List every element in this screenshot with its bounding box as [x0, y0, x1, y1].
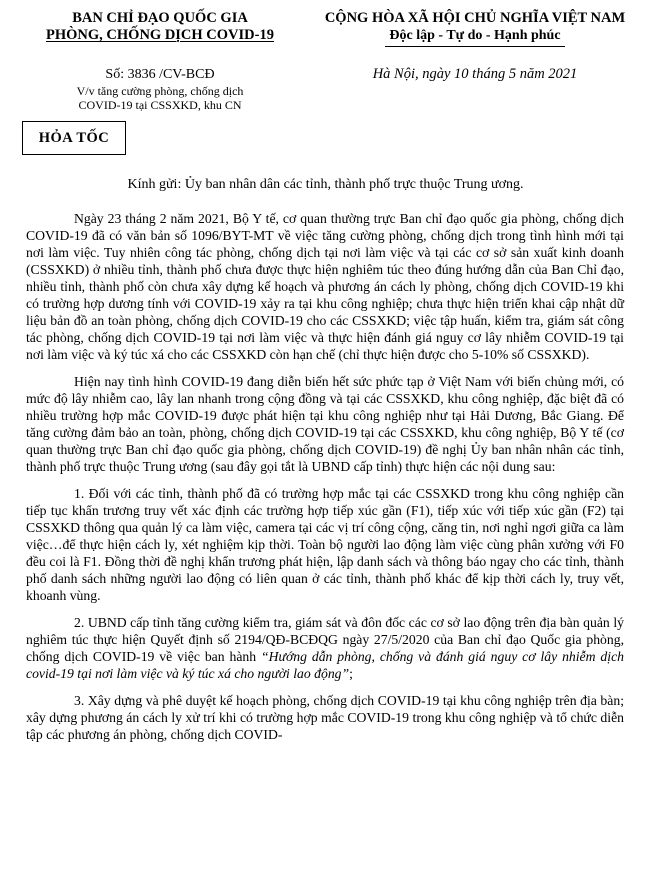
agency-name-line2: PHÒNG, CHỐNG DỊCH COVID-19 — [46, 27, 274, 43]
item-2-guideline-title: “Hướng dẫn phòng, chống và đánh giá nguy cơ lây nhiễm dịch covid-19 tại nơi làm việc và ký túc xá cho người lao động” — [26, 649, 624, 681]
letter-body — [26, 210, 624, 753]
agency-name-line1: BAN CHỈ ĐẠO QUỐC GIA — [72, 10, 248, 26]
item-1: 1. Đối với các tỉnh, thành phố đã có trường hợp mắc tại các CSSXKD trong khu công nghiệp cần tiếp tục khẩn trương truy vết xác định các trường hợp tiếp xúc gần (F1), tiếp xúc với tiếp xúc gần (F2) tại CSSXKD thông qua quản lý ca làm việc, camera tại các vị trí công cộng, căng tin, nơi nghỉ ngơi giữa ca làm việc…để thực hiện cách ly, xét nghiệm kịp thời. Toàn bộ người lao động làm việc cùng phân xưởng với F0 đều coi là F1. Đồng thời đề nghị khẩn trương phát hiện, lập danh sách và thông báo ngay cho các tỉnh, thành phố danh sách những người lao động có liên quan ở các tỉnh, thành phố khác để kịp thời cách ly, truy vết, khoanh vùng. — [26, 486, 624, 603]
subject-line1: V/v tăng cường phòng, chống dịch — [76, 84, 244, 98]
item-3: 3. Xây dựng và phê duyệt kế hoạch phòng, chống dịch COVID-19 tại khu công nghiệp trên địa bàn; xây dựng phương án cách ly xử trí khi có trường hợp mắc COVID-19 trong khu công nghiệp và tổ chức diễn tập các phương án phòng, chống dịch COVID- — [26, 693, 624, 742]
paragraph-1: Ngày 23 tháng 2 năm 2021, Bộ Y tế, cơ quan thường trực Ban chỉ đạo quốc gia phòng, chống dịch COVID-19 đã có văn bản số 1096/BYT-MT về việc tăng cường phòng, chống dịch trong tình hình mới tại nơi làm việc. Tuy nhiên công tác phòng, chống dịch tại nơi làm việc và tại các cơ sở sản xuất kinh doanh (CSSXKD) ở nhiều tỉnh, thành phố chưa được thực hiện nghiêm túc theo đúng hướng dẫn của Ban Chỉ đạo, nhiều tỉnh, thành phố còn chưa xây dựng kế hoạch và phương án cách ly phòng, chống dịch COVID-19 khi có trường hợp dương tính với COVID-19 xảy ra tại khu công nghiệp; chưa thực hiện triển khai cập nhật dữ liệu bản đồ an toàn phòng, chống dịch COVID-19 cho các CSSXKD; việc tập huấn, kiểm tra, giám sát công tác phòng, chống dịch COVID-19 tại nơi làm việc và thực hiện đánh giá nguy cơ lây nhiễm COVID-19 tại nơi làm việc và ký túc xá cho các CSSXKD còn hạn chế (chỉ thực hiện được cho 5-10% số CSSXKD). — [26, 211, 624, 362]
national-title — [305, 10, 645, 47]
item-2-end: ; — [349, 666, 353, 681]
item-2 — [26, 614, 624, 682]
document-number: Số: 3836 /CV-BCĐ — [105, 67, 215, 82]
nation-name: CỘNG HÒA XÃ HỘI CHỦ NGHĨA VIỆT NAM — [324, 10, 626, 26]
urgent-stamp: HỎA TỐC — [22, 121, 126, 155]
item-2-text: 2. UBND cấp tỉnh tăng cường kiểm tra, giám sát và đôn đốc các cơ sở lao động trên địa bàn quản lý nghiêm túc thực hiện Quyết định số 2194/QĐ-BCĐQG ngày 27/5/2020 của Ban chỉ đạo Quốc gia phòng, chống dịch COVID-19 về việc ban hành — [26, 615, 624, 664]
paragraph-2: Hiện nay tình hình COVID-19 đang diễn biến hết sức phức tạp ở Việt Nam với biến chủng mới, có mức độ lây nhiễm cao, lây lan nhanh trong cộng đồng và tại các CSSXKD, khu công nghiệp, đặc biệt đã có nhiều trường hợp mắc COVID-19 được phát hiện tại khu công nghiệp như tại Hải Dương, Bắc Giang. Để tăng cường đảm bảo an toàn, phòng, chống dịch COVID-19 tại các CSSXKD, khu công nghiệp, Bộ Y tế (cơ quan thường trực Ban chỉ đạo quốc gia phòng, chống dịch COVID-19) đề nghị Ủy ban nhân nhân các tỉnh, thành phố trực thuộc Trung ương (sau đây gọi tắt là UBND cấp tỉnh) thực hiện các nội dung sau: — [26, 374, 624, 474]
national-motto: Độc lập - Tự do - Hạnh phúc — [389, 28, 561, 43]
document-subject — [20, 84, 300, 112]
issuing-agency — [20, 10, 300, 44]
recipient-line: Kính gửi: Ủy ban nhân dân các tỉnh, thành phố trực thuộc Trung ương. — [127, 177, 524, 192]
place-and-date: Hà Nội, ngày 10 tháng 5 năm 2021 — [372, 66, 578, 82]
subject-line2: COVID-19 tại CSSXKD, khu CN — [78, 98, 242, 112]
motto-underline — [385, 46, 565, 47]
